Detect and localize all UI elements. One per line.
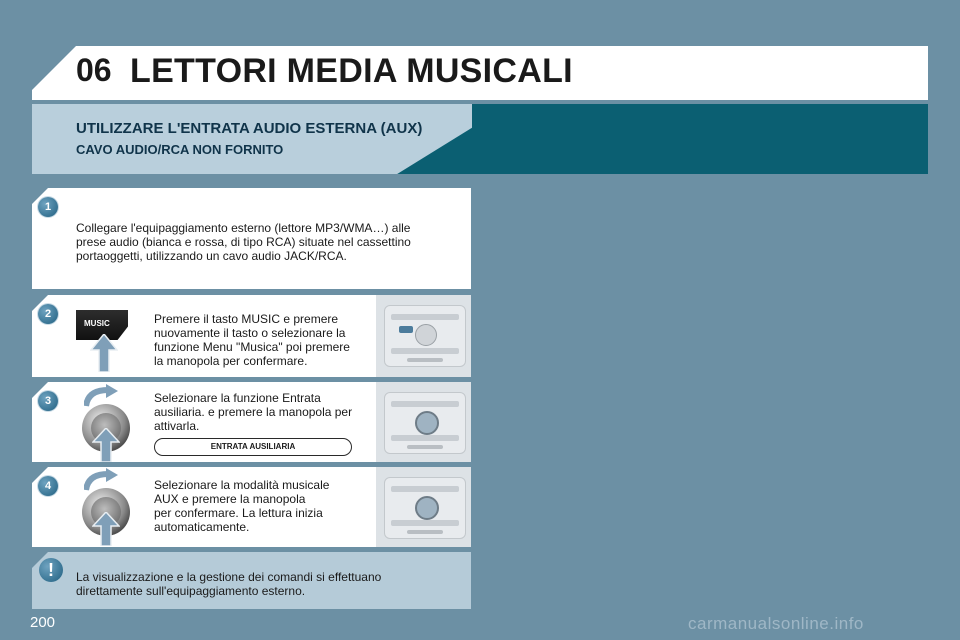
step-2-line: funzione Menu "Musica" poi premere [154, 340, 350, 354]
step-3-line: attivarla. [154, 419, 200, 433]
note-text [76, 570, 381, 598]
step-3-line: ausiliaria. e premere la manopola per [154, 405, 353, 419]
section-title: UTILIZZARE L'ENTRATA AUDIO ESTERNA (AUX) [76, 120, 423, 137]
step-4-line: Selezionare la modalità musicale [154, 478, 330, 492]
section-heading-panel [32, 104, 472, 174]
step-3-text [154, 391, 352, 433]
watermark: carmanualsonline.info [688, 614, 864, 633]
step-4-line: automaticamente. [154, 520, 250, 534]
console-knob-highlight [415, 411, 439, 435]
console-slot [407, 530, 443, 534]
console-keys [391, 348, 459, 354]
note-line: direttamente sull'equipaggiamento esterno. [76, 584, 306, 598]
console-image [384, 305, 466, 367]
step-4-line: AUX e premere la manopola [154, 492, 306, 506]
step-3-line: Selezionare la funzione Entrata [154, 391, 321, 405]
step-4-text [154, 478, 329, 534]
step-1-line: portaoggetti, utilizzando un cavo audio JACK/RCA. [76, 249, 347, 263]
chapter-number: 06 [76, 52, 112, 88]
press-arrow-icon [92, 512, 120, 546]
page-number: 200 [30, 614, 56, 631]
console-keys [391, 314, 459, 320]
console-keys [391, 520, 459, 526]
step-2-console-thumbnail [376, 295, 471, 377]
step-4-line: per confermare. La lettura inizia [154, 506, 323, 520]
console-image [384, 477, 466, 539]
step-3-console-thumbnail [376, 382, 471, 462]
step-1-line: Collegare l'equipaggiamento esterno (lettore MP3/WMA…) alle [76, 221, 411, 235]
step-4-console-thumbnail [376, 467, 471, 547]
console-slot [407, 358, 443, 362]
menu-item-tag: ENTRATA AUSILIARIA [154, 438, 352, 456]
console-knob-highlight [415, 496, 439, 520]
console-keys [391, 435, 459, 441]
step-2-line: nuovamente il tasto o selezionare la [154, 326, 346, 340]
section-subtitle: CAVO AUDIO/RCA NON FORNITO [76, 142, 284, 157]
step-2-badge: 2 [38, 304, 58, 324]
console-image [384, 392, 466, 454]
console-knob [415, 324, 437, 346]
console-keys [391, 401, 459, 407]
music-button-label: MUSIC [84, 319, 110, 328]
note-line: La visualizzazione e la gestione dei comandi si effettuano [76, 570, 382, 584]
warning-icon: ! [39, 558, 63, 582]
step-2-text [154, 312, 350, 368]
console-keys [391, 486, 459, 492]
step-1-line: prese audio (bianca e rossa, di tipo RCA) situate nel cassettino [76, 235, 411, 249]
step-2-line: Premere il tasto MUSIC e premere [154, 312, 339, 326]
step-2-line: la manopola per confermare. [154, 354, 308, 368]
music-key-highlight [399, 326, 413, 333]
press-arrow-icon [90, 334, 118, 372]
page-title: LETTORI MEDIA MUSICALI [130, 52, 573, 90]
step-1-text [76, 221, 411, 263]
step-4-badge: 4 [38, 476, 58, 496]
press-arrow-icon [92, 428, 120, 462]
step-3-badge: 3 [38, 391, 58, 411]
console-slot [407, 445, 443, 449]
step-1-badge: 1 [38, 197, 58, 217]
